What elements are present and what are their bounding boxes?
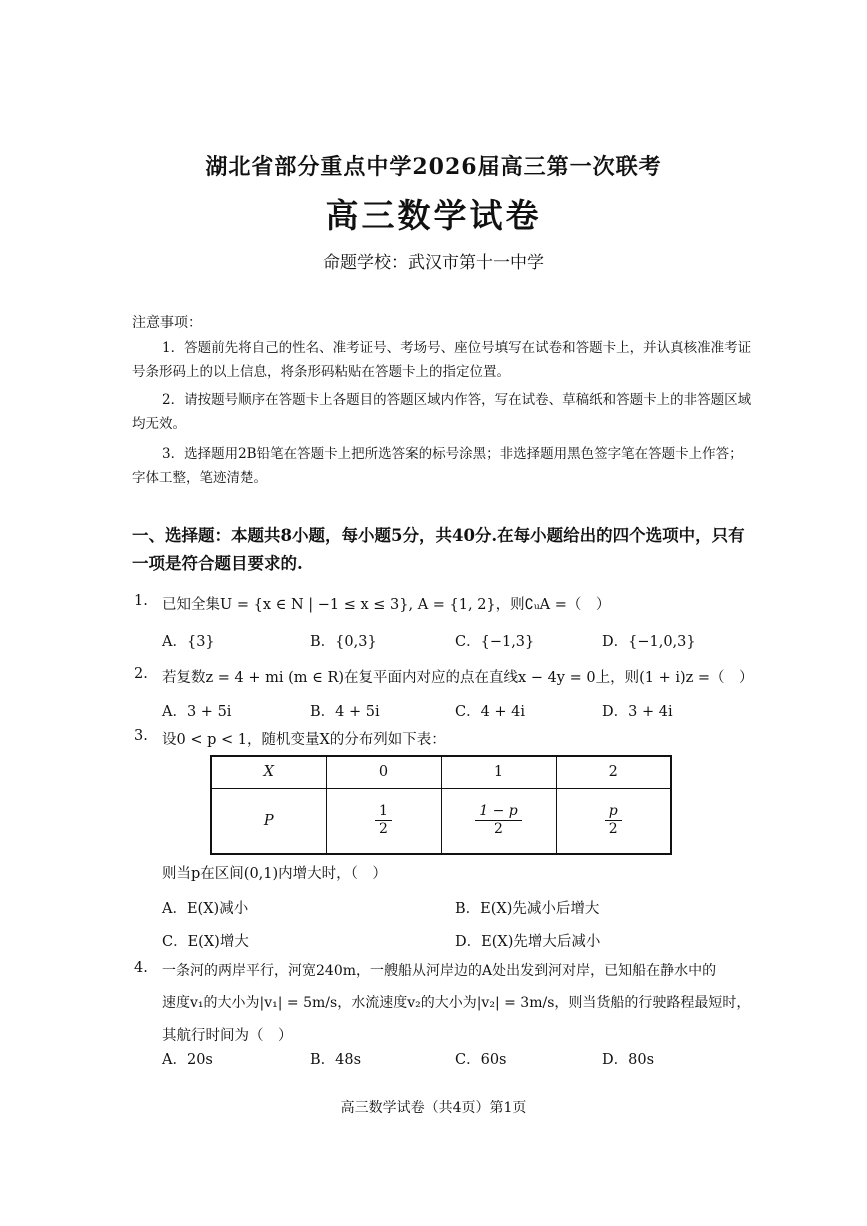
fraction-numerator: p	[605, 803, 622, 822]
q2-option-c: C．4 + 4i	[455, 704, 526, 720]
q4-option-a: A．20s	[162, 1052, 213, 1068]
q3-option-a: A．E(X)减小	[162, 901, 249, 917]
section-1-title	[132, 522, 754, 578]
fraction-numerator: 1 − p	[475, 803, 522, 822]
distribution-table	[210, 755, 672, 855]
q4-option-c: C．60s	[455, 1052, 507, 1068]
fraction-denominator: 2	[608, 821, 618, 838]
section-1-title-text: 一、选择题：本题共8小题，每小题5分，共40分.在每小题给出的四个选项中，只有一项是符合题目要求的.	[132, 526, 745, 573]
table-cell-x-2: 2	[556, 756, 671, 788]
q4-stem-line-1: 一条河的两岸平行，河宽240m，一艘船从河岸边的A处出发到河对岸，已知船在静水中的	[162, 963, 717, 979]
table-cell-x-label: X	[211, 756, 326, 788]
paper-title: 高三数学试卷	[325, 196, 542, 235]
q3-option-d: D．E(X)先增大后减小	[455, 934, 601, 950]
fraction-numerator: 1	[375, 803, 392, 822]
q4-option-b: B．48s	[310, 1052, 362, 1068]
page-footer: 高三数学试卷（共4页）第1页	[340, 1100, 527, 1116]
q1-stem: 已知全集U = {x ∈ N | −1 ≤ x ≤ 3}, A = {1, 2}，则∁ᵤA =（ ）	[162, 597, 611, 613]
note-item-3: 3．选择题用2B铅笔在答题卡上把所选答案的标号涂黑；非选择题用黑色签字笔在答题卡上作答；字体工整，笔迹清楚。	[132, 446, 743, 486]
note-item-1: 1．答题前先将自己的性名、准考证号、考场号、座位号填写在试卷和答题卡上，并认真核准准考证号条形码上的以上信息，将条形码粘贴在答题卡上的指定位置。	[132, 340, 752, 380]
q4-number: 4.	[134, 960, 148, 976]
q2-option-d: D．3 + 4i	[602, 704, 673, 720]
q2-number: 2.	[134, 666, 148, 682]
fraction	[605, 803, 622, 839]
q3-stem: 设0 < p < 1，随机变量X的分布列如下表：	[162, 732, 446, 748]
table-cell-p-label: P	[211, 788, 326, 854]
fraction-denominator: 2	[494, 821, 503, 838]
table-cell-x-0: 0	[326, 756, 441, 788]
table-row-x	[211, 756, 671, 788]
q4-option-d: D．80s	[602, 1052, 655, 1068]
q4-stem-line-3: 其航行时间为（ ）	[162, 1028, 293, 1044]
q1-number: 1.	[134, 593, 148, 609]
q1-option-d: D．{−1,0,3}	[602, 634, 696, 650]
q3-option-c: C．E(X)增大	[162, 934, 249, 950]
q4-stem-line-2: 速度v₁的大小为|v₁| = 5m/s，水流速度v₂的大小为|v₂| = 3m/s，则当货船的行驶路程最短时，	[162, 995, 751, 1011]
table-cell-x-1: 1	[441, 756, 556, 788]
table-cell-p-2	[556, 788, 671, 854]
q2-option-b: B．4 + 5i	[310, 704, 380, 720]
note-item-2: 2．请按题号顺序在答题卡上各题目的答题区域内作答，写在试卷、草稿纸和答题卡上的非答题区域均无效。	[132, 392, 752, 432]
q1-option-b: B．{0,3}	[310, 634, 377, 650]
setter-school: 命题学校：武汉市第十一中学	[323, 253, 544, 273]
fraction-denominator: 2	[379, 821, 388, 838]
q2-stem: 若复数z = 4 + mi (m ∈ R)在复平面内对应的点在直线x − 4y = 0上，则(1 + i)z =（ ）	[162, 670, 754, 686]
q3-option-b: B．E(X)先减小后增大	[455, 901, 600, 917]
q2-option-a: A．3 + 5i	[162, 704, 232, 720]
table-cell-p-1	[441, 788, 556, 854]
q1-option-c: C．{−1,3}	[455, 634, 535, 650]
table-row-p	[211, 788, 671, 854]
q3-followup: 则当p在区间(0,1)内增大时，（ ）	[162, 866, 387, 882]
fraction	[475, 803, 522, 839]
notes-heading: 注意事项：	[132, 315, 202, 331]
table-cell-p-0	[326, 788, 441, 854]
fraction	[375, 803, 392, 839]
q1-option-a: A．{3}	[162, 634, 215, 650]
q3-number: 3.	[134, 728, 148, 744]
exam-title: 湖北省部分重点中学2026届高三第一次联考	[205, 154, 662, 180]
